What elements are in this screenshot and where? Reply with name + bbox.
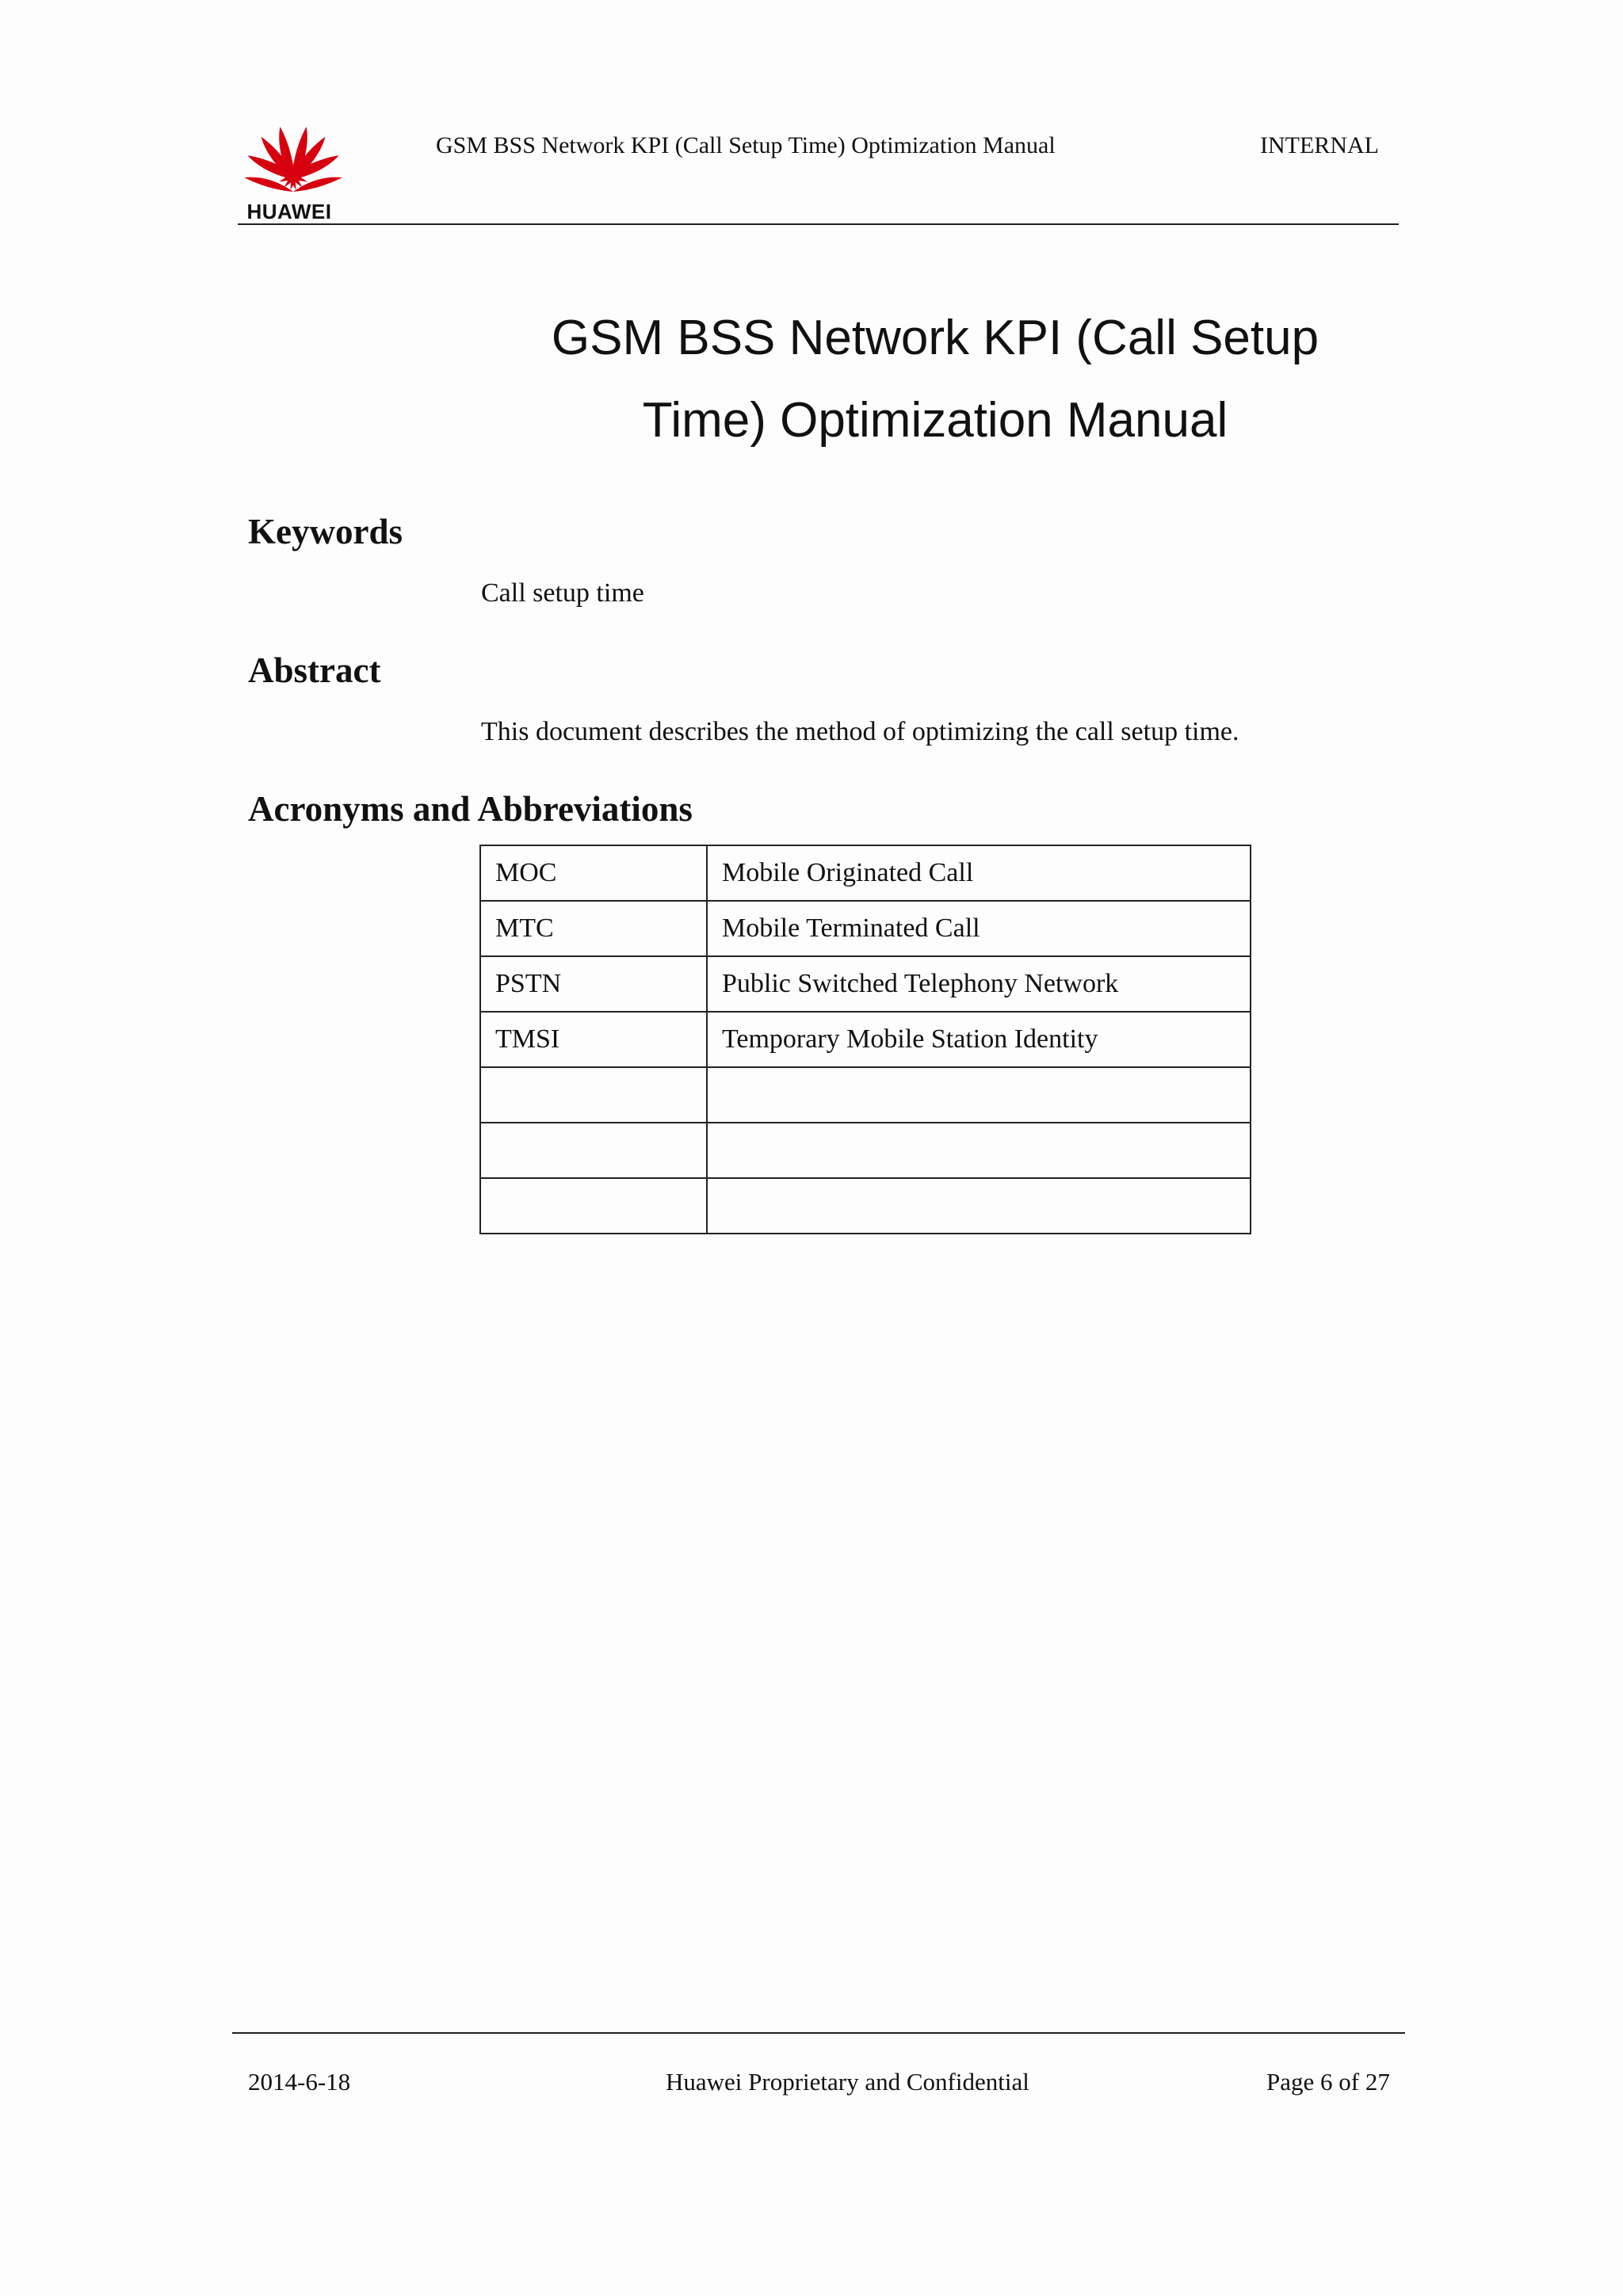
document-title-line-2: Time) Optimization Manual <box>642 393 1228 448</box>
table-row <box>480 845 1251 901</box>
document-title <box>475 297 1395 462</box>
definition-cell: Mobile Originated Call <box>707 845 1251 901</box>
footer-divider <box>232 2032 1405 2034</box>
definition-cell: Public Switched Telephony Network <box>707 956 1251 1012</box>
table-row <box>480 1067 1251 1123</box>
definition-cell <box>707 1067 1251 1123</box>
acronym-cell <box>480 1067 707 1123</box>
table-row <box>480 901 1251 956</box>
acronyms-table <box>479 845 1251 1234</box>
table-row <box>480 956 1251 1012</box>
abstract-heading: Abstract <box>248 650 381 690</box>
header-classification: INTERNAL <box>1260 132 1379 158</box>
acronym-cell: PSTN <box>480 956 707 1012</box>
table-row <box>480 1123 1251 1178</box>
footer-date: 2014-6-18 <box>248 2068 351 2096</box>
acronyms-heading: Acronyms and Abbreviations <box>248 789 693 829</box>
footer-page-number: Page 6 of 27 <box>1266 2068 1390 2096</box>
table-row <box>480 1012 1251 1067</box>
definition-cell <box>707 1123 1251 1178</box>
acronym-cell: TMSI <box>480 1012 707 1067</box>
document-title-line-1: GSM BSS Network KPI (Call Setup <box>551 311 1319 365</box>
definition-cell <box>707 1178 1251 1234</box>
table-row <box>480 1178 1251 1234</box>
acronym-cell: MOC <box>480 845 707 901</box>
footer-confidentiality: Huawei Proprietary and Confidential <box>666 2068 1029 2096</box>
definition-cell: Mobile Terminated Call <box>707 901 1251 956</box>
header-title: GSM BSS Network KPI (Call Setup Time) Optimization Manual <box>436 132 1056 158</box>
abstract-text: This document describes the method of optimizing the call setup time. <box>481 717 1239 746</box>
keywords-heading: Keywords <box>248 512 403 551</box>
keywords-text: Call setup time <box>481 578 644 608</box>
definition-cell: Temporary Mobile Station Identity <box>707 1012 1251 1067</box>
acronym-cell <box>480 1178 707 1234</box>
acronym-cell <box>480 1123 707 1178</box>
logo-wordmark: HUAWEI <box>246 200 332 223</box>
header-divider <box>238 223 1399 225</box>
acronym-cell: MTC <box>480 901 707 956</box>
